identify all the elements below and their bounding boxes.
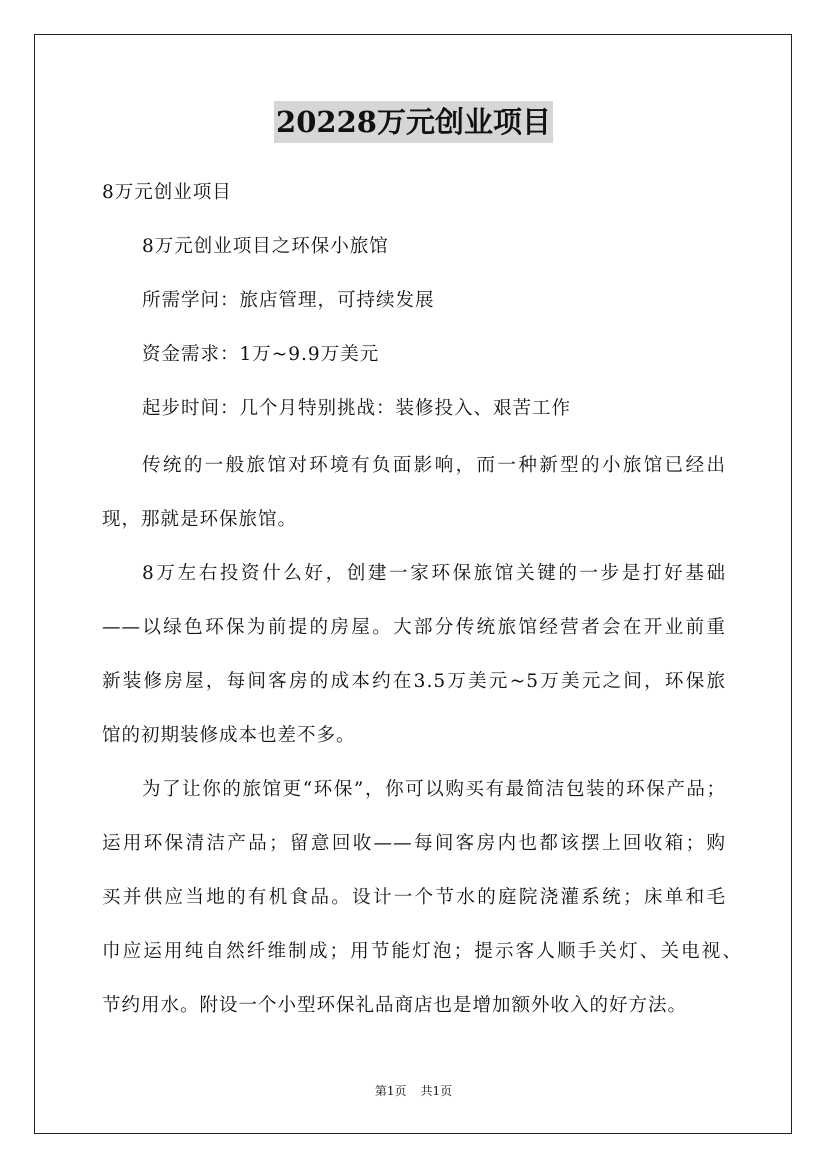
paragraph-line: 8万左右投资什么好，创建一家环保旅馆关键的一步是打好基础 [142,563,726,584]
page-number: 第1页 [374,1084,407,1098]
paragraph-line: ——以绿色环保为前提的房屋。大部分传统旅馆经营者会在开业前重 [102,617,726,638]
paragraph-line: 节约用水。附设一个小型环保礼品商店也是增加额外收入的好方法。 [102,995,688,1016]
paragraph-line: 8万元创业项目之环保小旅馆 [142,236,389,257]
paragraph-line: 现，那就是环保旅馆。 [102,509,298,530]
paragraph-line: 为了让你的旅馆更“环保”，你可以购买有最简洁包装的环保产品； [142,779,726,800]
paragraph-line: 传统的一般旅馆对环境有负面影响，而一种新型的小旅馆已经出 [142,455,726,476]
paragraph-line: 运用环保清洁产品；留意回收——每间客房内也都该摆上回收箱；购 [102,833,726,854]
document-title [0,101,827,143]
document-title-text: 20228万元创业项目 [274,101,553,143]
paragraph-line: 买并供应当地的有机食品。设计一个节水的庭院浇灌系统；床单和毛 [102,887,726,908]
paragraph-line: 新装修房屋，每间客房的成本约在3.5万美元~5万美元之间，环保旅 [102,671,726,692]
document-subtitle: 8万元创业项目 [102,182,232,203]
paragraph-line: 馆的初期装修成本也差不多。 [102,725,356,746]
paragraph-line: 巾应运用纯自然纤维制成；用节能灯泡；提示客人顺手关灯、关电视、 [102,941,742,962]
paragraph-line: 资金需求：1万~9.9万美元 [142,344,380,365]
paragraph-line: 所需学问：旅店管理，可持续发展 [142,290,435,311]
page-total: 共1页 [420,1084,453,1098]
paragraph-line: 起步时间：几个月特别挑战：装修投入、艰苦工作 [142,398,572,419]
page-footer [0,1083,827,1099]
